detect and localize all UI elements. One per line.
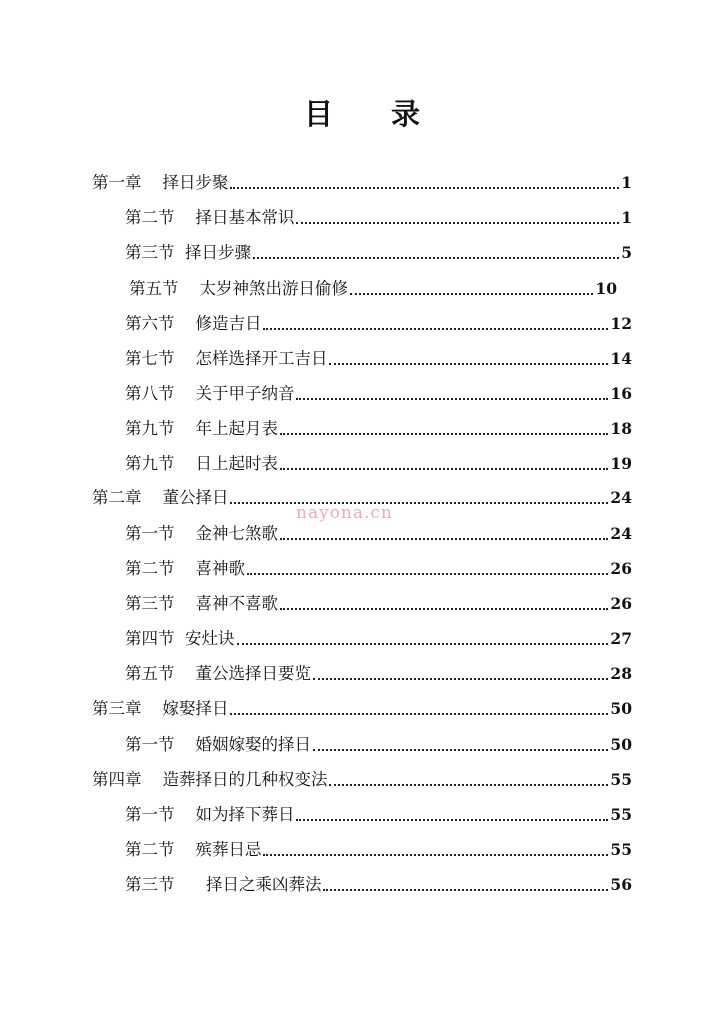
toc-entry-spacer [142,769,163,791]
toc-entry-number: 第六节 [125,314,175,333]
toc-entry-number: 第五节 [129,279,179,298]
toc-entry-title: 嫁娶择日 [162,699,229,718]
toc-entry-title: 董公选择日要览 [195,664,311,683]
toc-entry-title: 造葬择日的几种权变法 [162,770,328,789]
toc-entry-number: 第三节 [125,875,175,894]
dot-leader [323,889,608,891]
toc-section-row[interactable] [125,305,632,335]
dot-leader [253,257,619,259]
toc-entry-spacer [175,348,196,370]
toc-entry-spacer [175,418,196,440]
toc-chapter-row[interactable] [92,690,632,720]
toc-entry-spacer [175,453,196,475]
toc-page-number: 10 [595,279,617,298]
toc-section-row[interactable] [125,375,632,405]
toc-page-number: 26 [610,594,632,613]
toc-entry-number: 第三节 [125,243,175,262]
dot-leader [280,538,608,540]
toc-page-number: 26 [610,559,632,578]
toc-entry-spacer [175,874,206,896]
toc-chapter-row[interactable] [92,164,632,194]
dot-leader [280,608,608,610]
toc-entry-title: 修造吉日 [195,314,262,333]
dot-leader [296,819,608,821]
toc-entry-number: 第九节 [125,419,175,438]
toc-page-number: 28 [610,664,632,683]
toc-entry-title: 殡葬日忌 [195,840,262,859]
toc-entry-title: 怎样选择开工吉日 [195,349,328,368]
toc-entry-number: 第七节 [125,349,175,368]
dot-leader [280,468,608,470]
toc-entry-spacer [175,523,196,545]
toc-section-row[interactable] [125,866,632,896]
toc-page-number: 18 [610,419,632,438]
toc-page-number: 27 [610,629,632,648]
dot-leader [296,398,608,400]
toc-entry-number: 第二章 [92,488,142,507]
toc-entry-spacer [175,663,196,685]
toc-page-number: 55 [610,805,632,824]
toc-page-number: 14 [610,349,632,368]
dot-leader [237,643,609,645]
toc-entry-title: 择日之乘凶葬法 [205,875,322,894]
toc-entry-number: 第二节 [125,840,175,859]
toc-page-number: 1 [621,208,632,227]
toc-entry-spacer [175,242,186,264]
toc-entry-title: 喜神歌 [195,559,245,578]
dot-leader [280,433,608,435]
toc-page-number: 55 [610,770,632,789]
toc-entry-spacer [175,628,186,650]
toc-section-row[interactable] [125,655,632,685]
toc-section-row[interactable] [125,796,632,826]
toc-page-number: 55 [610,840,632,859]
toc-entry-number: 第三节 [125,594,175,613]
dot-leader [230,713,608,715]
dot-leader [329,363,608,365]
toc-entry-number: 第一节 [125,524,175,543]
toc-section-row[interactable] [125,585,632,615]
toc-entry-title: 金神七煞歌 [195,524,278,543]
toc-entry-title: 择日步骤 [185,243,251,262]
toc-entry-spacer [175,734,196,756]
watermark: nayona.cn [296,503,393,523]
toc-entry-number: 第三章 [92,699,142,718]
toc-page-number: 12 [610,314,632,333]
toc-page-number: 19 [610,454,632,473]
toc-entry-spacer [142,698,163,720]
toc-entry-spacer [179,278,200,300]
dot-leader [329,784,608,786]
dot-leader [230,502,608,504]
toc-entry-number: 第四章 [92,770,142,789]
toc-entry-spacer [175,383,196,405]
toc-entry-number: 第一节 [125,735,175,754]
dot-leader [313,678,608,680]
toc-page-number: 16 [610,384,632,403]
toc-entry-title: 董公择日 [162,488,229,507]
toc-entry-title: 安灶诀 [185,629,235,648]
toc-entry-title: 择日基本常识 [195,208,295,227]
dot-leader [350,293,593,295]
dot-leader [313,749,608,751]
toc-entry-number: 第一节 [125,805,175,824]
toc-section-row[interactable] [125,234,632,264]
toc-page-number: 24 [610,524,632,543]
toc-section-row[interactable] [125,831,632,861]
toc-section-row[interactable] [125,726,632,756]
toc-entry-title: 年上起月表 [195,419,278,438]
toc-page-number: 5 [621,243,632,262]
toc-entry-title: 日上起时表 [195,454,278,473]
toc-page-number: 24 [610,488,632,507]
toc-entry-spacer [175,593,196,615]
toc-entry-number: 第一章 [92,173,142,192]
toc-entry-spacer [175,804,196,826]
toc-entry-spacer [175,839,196,861]
toc-section-row[interactable] [125,550,632,580]
toc-page-number: 50 [610,735,632,754]
toc-entry-number: 第二节 [125,559,175,578]
toc-entry-number: 第四节 [125,629,175,648]
toc-entry-title: 择日步聚 [162,173,229,192]
dot-leader [263,854,608,856]
toc-entry-title: 喜神不喜歌 [195,594,278,613]
toc-page-number: 56 [610,875,632,894]
toc-section-row[interactable] [129,270,617,300]
toc-entry-spacer [142,172,163,194]
toc-page-number: 1 [621,173,632,192]
dot-leader [296,222,619,224]
toc-entry-number: 第五节 [125,664,175,683]
toc-section-row[interactable] [125,445,632,475]
toc-entry-title: 太岁神煞出游日偷修 [199,279,348,298]
toc-entry-title: 婚姻嫁娶的择日 [195,735,311,754]
toc-section-row[interactable] [125,410,632,440]
toc-chapter-row[interactable] [92,761,632,791]
dot-leader [247,573,608,575]
dot-leader [230,187,619,189]
toc-entry-spacer [175,558,196,580]
dot-leader [263,328,608,330]
toc-section-row[interactable] [125,199,632,229]
toc-entry-spacer [175,207,196,229]
toc-entry-spacer [175,313,196,335]
toc-page-number: 50 [610,699,632,718]
toc-entry-number: 第二节 [125,208,175,227]
toc-section-row[interactable] [125,340,632,370]
toc-entry-title: 关于甲子纳音 [195,384,295,403]
toc-entry-number: 第八节 [125,384,175,403]
page-title: 目 录 [303,97,445,131]
toc-entry-spacer [142,487,163,509]
toc-entry-number: 第九节 [125,454,175,473]
toc-section-row[interactable] [125,620,632,650]
toc-entry-title: 如为择下葬日 [195,805,295,824]
